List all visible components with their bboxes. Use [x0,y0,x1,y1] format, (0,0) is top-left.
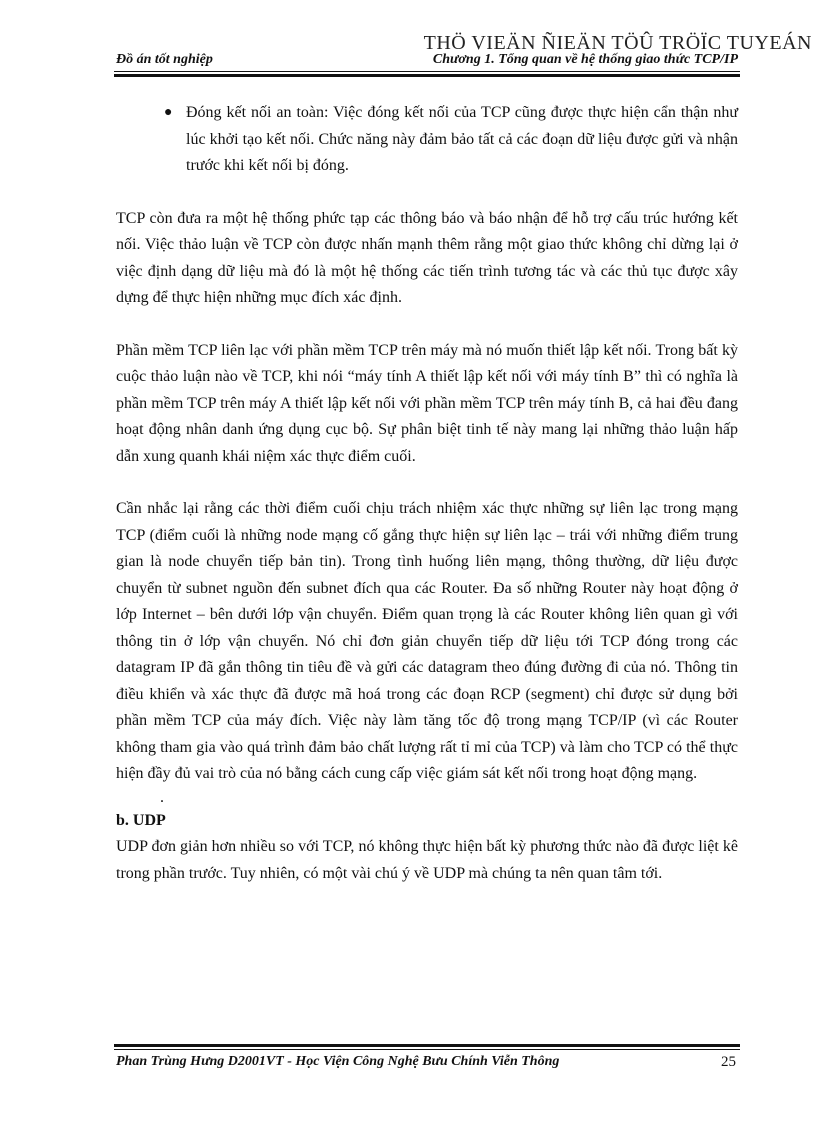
paragraph: Phần mềm TCP liên lạc với phần mềm TCP trên máy mà nó muốn thiết lập kết nối. Trong bất kỳ cuộc thảo luận nào về TCP, khi nói “máy tính A thiết lập kết nối với máy tính B” thì có nghĩa là phần mềm TCP trên máy A thiết lập kết nối với phần mềm TCP trên máy tính B, cả hai đều đang hoạt động nhân danh ứng dụng cục bộ. Sự phân biệt tinh tế này mang lại những thảo luận hấp dẫn xung quanh khái niệm xác thực điểm cuối. [116,341,738,465]
bullet-icon: ● [164,105,173,120]
bullet-text: Đóng kết nối an toàn: Việc đóng kết nối của TCP cũng được thực hiện cẩn thận như lúc khởi tạo kết nối. Chức năng này đảm bảo tất cả các đoạn dữ liệu được gửi và nhận trước khi kết nối bị đóng. [186,104,738,174]
page-number: 25 [721,1054,736,1070]
bullet-item [116,100,738,180]
page-header [116,52,738,68]
watermark-text: THÖ VIEÄN ÑIEÄN TÖÛ TRÖÏC TUYEÁN [423,32,812,54]
paragraph: TCP còn đưa ra một hệ thống phức tạp các thông báo và báo nhận để hỗ trợ cấu trúc hướng kết nối. Việc thảo luận về TCP còn được nhấn mạnh thêm rằng một giao thức không chỉ dừng lại ở việc định dạng dữ liệu mà đó là một hệ thống các tiến trình tương tác và các thủ tục được xây dựng để thực hiện những mục đích xác định. [116,209,738,306]
header-rule [114,71,740,77]
paragraph-gap [116,180,738,206]
header-left-title: Đồ án tốt nghiệp [116,52,213,67]
header-chapter-title: Chương 1. Tổng quan về hệ thống giao thức TCP/IP [432,52,738,67]
section-heading: b. UDP [116,811,166,829]
stray-mark: . [160,788,164,806]
page-body [116,96,738,887]
page-footer [116,1054,736,1071]
footer-author: Phan Trùng Hưng D2001VT - Học Viện Công Nghệ Bưu Chính Viễn Thông [116,1054,560,1069]
paragraph-gap [116,312,738,338]
section-paragraph: UDP đơn giản hơn nhiều so với TCP, nó không thực hiện bất kỳ phương thức nào đã được liệt kê trong phần trước. Tuy nhiên, có một vài chú ý về UDP mà chúng ta nên quan tâm tới. [116,838,738,882]
footer-rule [114,1044,740,1050]
paragraph-gap [116,470,738,496]
paragraph: Cần nhắc lại rằng các thời điểm cuối chịu trách nhiệm xác thực những sự liên lạc trong mạng TCP (điểm cuối là những node mạng cố gắng thực hiện sự liên lạc – trái với những điểm trung gian là node chuyển tiếp bản tin). Trong tình huống liên mạng, thông thường, dữ liệu được chuyển từ subnet nguồn đến subnet đích qua các Router. Đa số những Router này hoạt động ở lớp Internet – bên dưới lớp vận chuyển. Điểm quan trọng là các Router không liên quan gì với thông tin ở lớp vận chuyển. Nó chỉ đơn giản chuyển tiếp dữ liệu tới TCP đóng trong các datagram IP đã gắn thông tin tiêu đề và gửi các datagram theo đúng đường đi của nó. Thông tin điều khiển và xác thực đã được mã hoá trong các đoạn RCP (segment) chỉ được sử dụng bởi phần mềm TCP của máy đích. Việc này làm tăng tốc độ trong mạng TCP/IP (vì các Router không tham gia vào quá trình đảm bảo chất lượng rất tỉ mỉ của TCP) và làm cho TCP có thể thực hiện đầy đủ vai trò của nó bằng cách cung cấp việc giám sát kết nối trong hoạt động mạng. [116,500,738,782]
